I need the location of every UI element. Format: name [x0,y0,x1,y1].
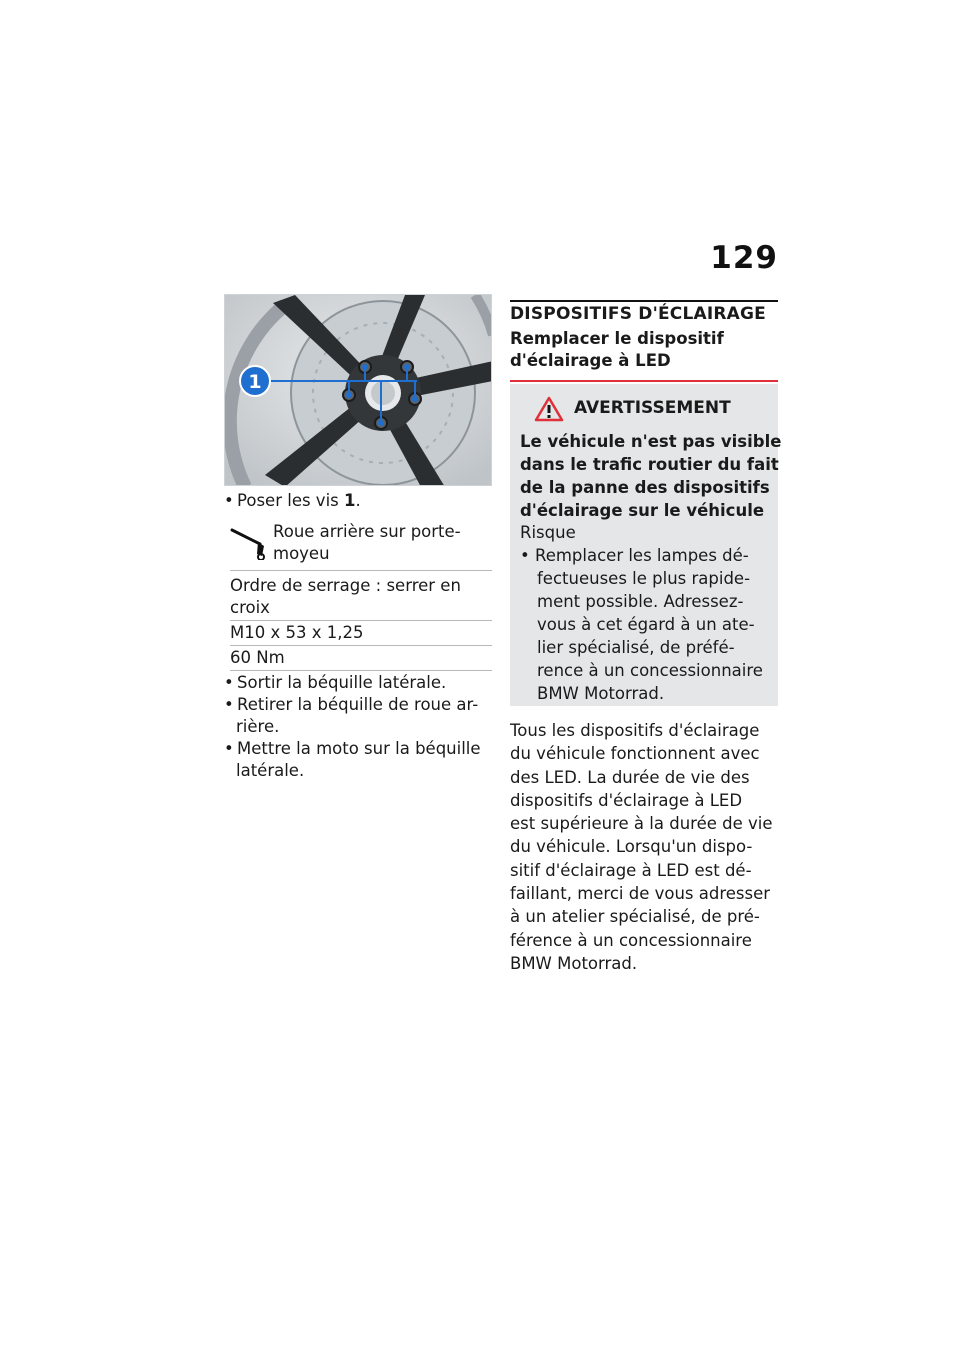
warning-heading: AVERTISSEMENT [534,398,731,418]
warning-box [510,384,782,706]
warning-action: • Remplacer les lampes dé- fectueuses le plus rapide- ment possible. Adressez- vous à cet égard à un ate- lier spécialisé, de préfé- rence à un concessionnaire BMW Motorrad. [520,546,763,703]
led-info-paragraph: Tous les dispositifs d'éclairage du véhicule fonctionnent avec des LED. La durée de vie des dispositifs d'éclairage à LED est supérieure à la durée de vie du véhicule. Lorsqu'un dispo- sitif d'éclairage à LED est dé- faillant, merci de vous adresser à un atelier spécialisé, de pré- férence à un concessionnaire BMW Motorrad. [510,721,773,973]
warning-triangle-icon [534,396,564,422]
spec-row-torque: 60 Nm [230,646,492,671]
page-number: 129 [710,240,778,276]
step-remove-stand: • Retirer la béquille de roue ar- rière. [224,695,479,736]
bullet-dot: • [224,673,234,692]
wheel-illustration [225,295,492,486]
step-lower-bike: • Mettre la moto sur la béquille latérale. [224,739,481,780]
bullet-dot: • [224,739,234,758]
spec-row-size: M10 x 53 x 1,25 [230,621,492,646]
spec-title-line: moyeu [273,544,330,563]
torque-wrench-icon [230,524,270,560]
subsection-title: Remplacer le dispositif d'éclairage à LED [510,328,778,382]
warning-risk-label: Risque [520,523,576,542]
step-screws: • Poser les vis 1. [224,491,361,510]
warning-hazard: Le véhicule n'est pas visible dans le trafic routier du fait de la panne des dispositifs d'éclairage sur le véhicule [520,432,782,520]
bullet-dot: • [224,695,234,714]
callout-label: 1 [248,371,262,393]
bullet-dot: • [224,491,234,510]
bullet-dot: • [520,546,535,565]
step-sidestand-out: • Sortir la béquille latérale. [224,673,447,692]
spec-row-title [230,516,492,571]
spec-row-order: Ordre de serrage : serrer en croix [230,571,492,621]
screw-reference: 1 [344,491,356,510]
torque-spec-table [230,516,492,671]
section-title: DISPOSITIFS D'ÉCLAIRAGE [510,300,778,324]
wheel-figure [224,294,492,486]
spec-title-line: Roue arrière sur porte- [273,522,461,541]
